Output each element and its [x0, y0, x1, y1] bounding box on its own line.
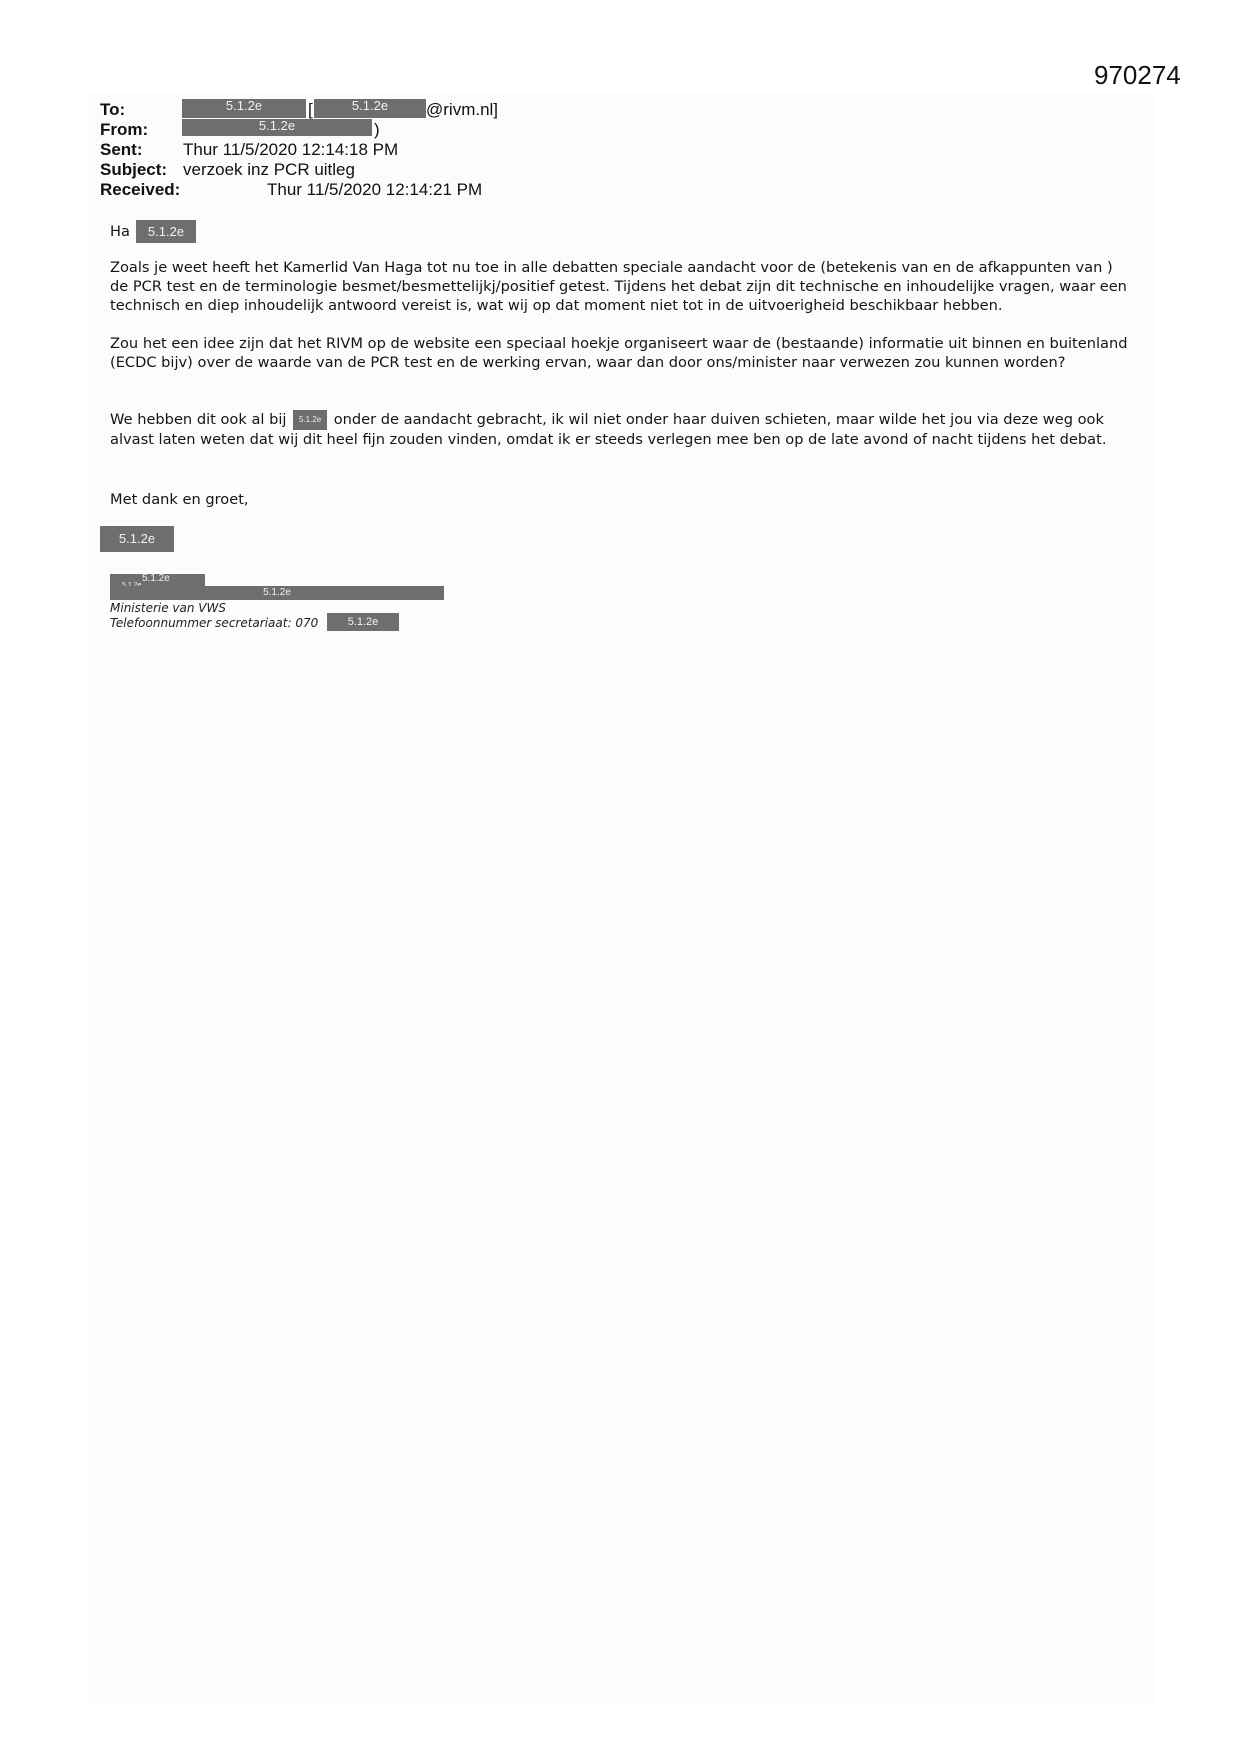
body-paragraph-2: Zou het een idee zijn dat het RIVM op de website een speciaal hoekje organiseert waar de (bestaande) informatie uit binnen en buitenland (ECDC bijv) over de waarde van de PCR test en de werking ervan, waar dan door ons/minister naar verwezen zou kunnen worden?: [110, 335, 1128, 371]
closing: Met dank en groet,: [110, 491, 249, 508]
from-label: From:: [100, 120, 149, 139]
sent-value: Thur 11/5/2020 12:14:18 PM: [183, 140, 399, 159]
sent-label: Sent:: [100, 140, 143, 159]
greeting: Ha: [110, 223, 130, 240]
received-value: Thur 11/5/2020 12:14:21 PM: [267, 180, 483, 199]
subject-label: Subject:: [100, 160, 168, 179]
redaction-signature-code-a: 5.1.2e: [142, 573, 170, 584]
to-bracket: [: [308, 100, 313, 119]
to-label: To:: [100, 100, 126, 119]
redaction-sender-name: 5.1.2e: [100, 526, 174, 552]
from-suffix: ): [374, 120, 380, 139]
subject-value: verzoek inz PCR uitleg: [183, 160, 355, 179]
body-paragraph-3: [110, 410, 1135, 449]
signature-phone-label: Telefoonnummer secretariaat: 070: [110, 616, 319, 630]
document-number: 970274: [1094, 60, 1181, 90]
redaction-to-name: 5.1.2e: [182, 99, 306, 118]
redaction-from: 5.1.2e: [182, 119, 372, 136]
body-paragraph-1: Zoals je weet heeft het Kamerlid Van Haga tot nu toe in alle debatten speciale aandacht voor de (betekenis van en de afkappunten van ) de PCR test en de terminologie besmet/besmettelijkj/positief getest. Tijdens het debat zijn dit technische en inhoudelijke vragen, waar een technisch en diep inhoudelijk antwoord vereist is, wat wij op dat moment niet tot in de uitvoerigheid beschikbaar hebben.: [110, 259, 1127, 314]
redaction-signature-department: 5.1.2e: [110, 586, 444, 600]
redaction-inline-name: 5.1.2e: [293, 410, 327, 430]
received-label: Received:: [100, 180, 181, 199]
redaction-to-email: 5.1.2e: [314, 99, 426, 118]
paragraph-3-start: We hebben dit ook al bij: [110, 411, 287, 428]
to-email-domain: @rivm.nl]: [426, 100, 499, 119]
redaction-greeting-name: 5.1.2e: [136, 220, 196, 243]
paragraph-3-rest: onder de aandacht gebracht, ik wil niet onder haar duiven schieten, maar wilde het jou via deze weg ook alvast laten weten dat wij dit heel fijn zouden vinden, omdat ik er steeds verlegen mee ben op de late avond of nacht tijdens het debat.: [110, 411, 1107, 448]
signature-organisation: Ministerie van VWS: [110, 601, 226, 615]
redaction-phone-number: 5.1.2e: [327, 613, 399, 631]
